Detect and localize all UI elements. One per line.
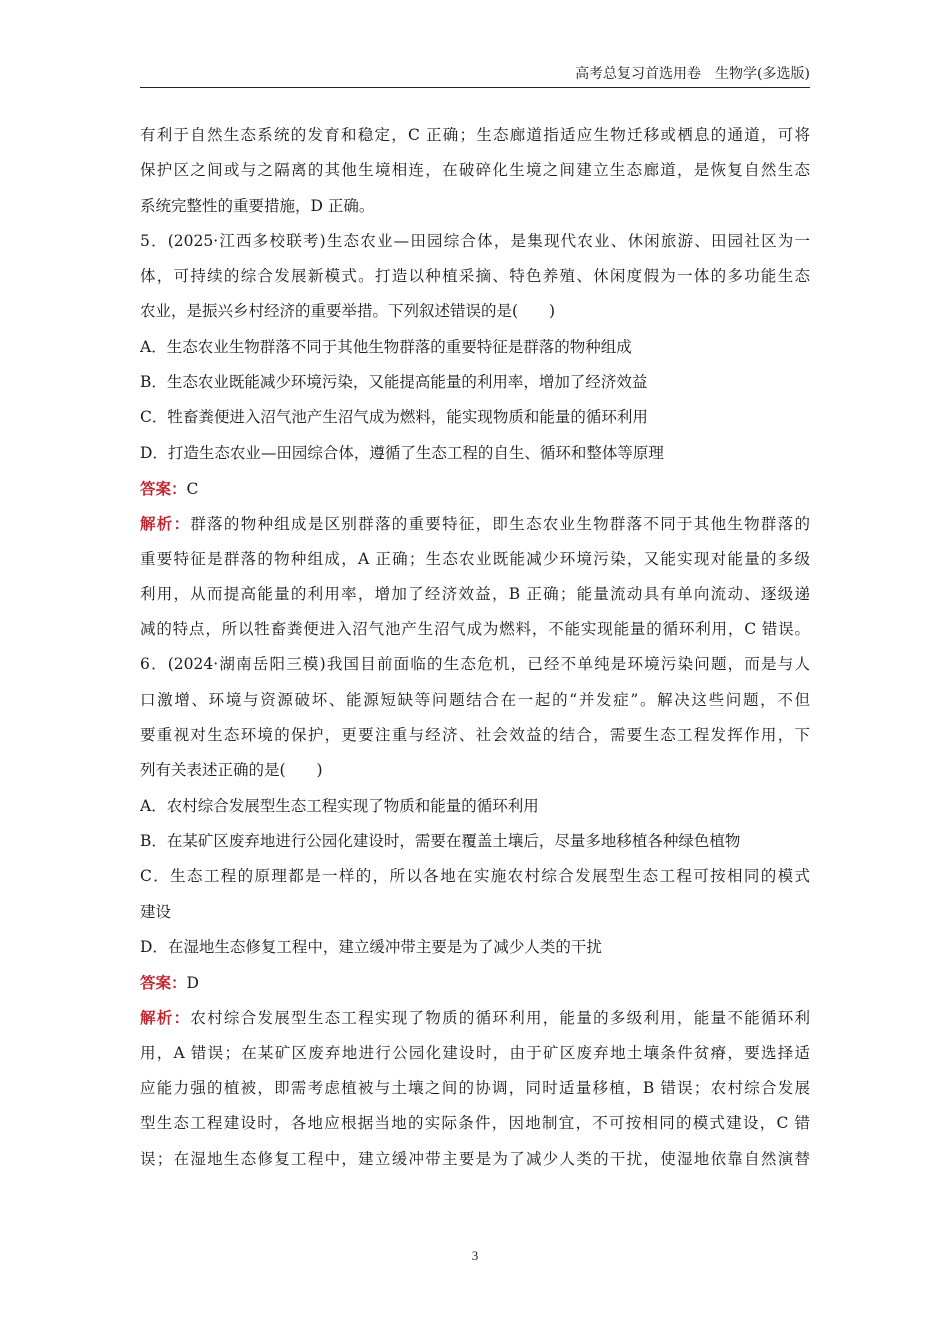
text-line (140, 859, 810, 894)
line-text: 列有关表述正确的是( ) (140, 761, 323, 780)
line-text: 误；在湿地生态修复工程中，建立缓冲带主要是为了减少人类的干扰，使湿地依靠自然演替 (140, 1149, 810, 1168)
text-line (140, 577, 810, 612)
text-line (140, 1000, 810, 1035)
line-text: 建设 (140, 902, 172, 921)
page-body (140, 118, 810, 1177)
text-line (140, 365, 810, 400)
line-text: 农业，是振兴乡村经济的重要举措。下列叙述错误的是( ) (140, 302, 556, 321)
line-text: 重要特征是群落的物种组成，A 正确；生态农业既能减少环境污染，又能实现对能量的多级 (140, 549, 810, 568)
text-line (140, 189, 810, 224)
line-text: 口激增、环境与资源破坏、能源短缺等问题结合在一起的“并发症”。解决这些问题，不但 (140, 690, 810, 709)
text-line (140, 153, 810, 188)
line-text: A．生态农业生物群落不同于其他生物群落的重要特征是群落的物种组成 (140, 337, 632, 356)
line-text: 保护区之间或与之隔离的其他生境相连，在破碎化生境之间建立生态廊道，是恢复自然生态 (140, 161, 810, 180)
text-line (140, 506, 810, 541)
text-line (140, 930, 810, 965)
line-text: 系统完整性的重要措施，D 正确。 (140, 196, 375, 215)
text-line (140, 965, 810, 1000)
text-line (140, 1036, 810, 1071)
text-line (140, 118, 810, 153)
text-line (140, 224, 810, 259)
line-text: C (186, 479, 199, 498)
line-text: 体，可持续的综合发展新模式。打造以种植采摘、特色养殖、休闲度假为一体的多功能生态 (140, 267, 810, 286)
answer-label: 答案： (140, 478, 187, 498)
header-rule (140, 87, 810, 88)
text-line (140, 330, 810, 365)
line-text: 减的特点，所以牲畜粪便进入沼气池产生沼气成为燃料，不能实现能量的循环利用，C 错误。 (140, 620, 810, 639)
line-text: C．生态工程的原理都是一样的，所以各地在实施农村综合发展型生态工程可按相同的模式 (140, 867, 810, 886)
text-line (140, 789, 810, 824)
text-line (140, 542, 810, 577)
text-line (140, 718, 810, 753)
text-line (140, 1106, 810, 1141)
line-text: B．在某矿区废弃地进行公园化建设时，需要在覆盖土壤后，尽量多地移植各种绿色植物 (140, 831, 741, 850)
text-line (140, 683, 810, 718)
line-text: 应能力强的植被，即需考虑植被与土壤之间的协调，同时适量移植，B 错误；农村综合发展 (140, 1079, 810, 1098)
text-line (140, 1071, 810, 1106)
line-text: 农村综合发展型生态工程实现了物质的循环利用，能量的多级利用，能量不能循环利 (190, 1009, 810, 1028)
line-text: D．在湿地生态修复工程中，建立缓冲带主要是为了减少人类的干扰 (140, 937, 602, 956)
text-line (140, 294, 810, 329)
text-line (140, 436, 810, 471)
text-line (140, 753, 810, 788)
line-text: A．农村综合发展型生态工程实现了物质和能量的循环利用 (140, 796, 539, 815)
text-line (140, 612, 810, 647)
text-line (140, 471, 810, 506)
text-line (140, 647, 810, 682)
line-text: 有利于自然生态系统的发育和稳定，C 正确；生态廊道指适应生物迁移或栖息的通道，可将 (140, 126, 810, 144)
text-line (140, 259, 810, 294)
answer-label: 解析： (140, 514, 191, 534)
line-text: 5．(2025·江西多校联考)生态农业—田园综合体，是集现代农业、休闲旅游、田园社区为一 (140, 231, 810, 250)
line-text: D．打造生态农业—田园综合体，遵循了生态工程的自生、循环和整体等原理 (140, 443, 664, 462)
page-number: 3 (471, 1248, 479, 1263)
answer-label: 解析： (140, 1008, 191, 1028)
line-text: 群落的物种组成是区别群落的重要特征，即生态农业生物群落不同于其他生物群落的 (190, 515, 810, 534)
line-text: 要重视对生态环境的保护，更要注重与经济、社会效益的结合，需要生态工程发挥作用，下 (140, 726, 810, 745)
line-text: D (186, 974, 199, 993)
line-text: 型生态工程建设时，各地应根据当地的实际条件，因地制宜，不可按相同的模式建设，C 错 (140, 1114, 810, 1133)
running-header: 高考总复习首选用卷 生物学(多选版) (575, 66, 810, 82)
line-text: 6．(2024·湖南岳阳三模)我国目前面临的生态危机，已经不单纯是环境污染问题，而是与人 (140, 655, 810, 674)
text-line (140, 1142, 810, 1177)
text-line (140, 400, 810, 435)
line-text: 用，A 错误；在某矿区废弃地进行公园化建设时，由于矿区废弃地土壤条件贫瘠，要选择适 (140, 1043, 810, 1062)
line-text: B．生态农业既能减少环境污染，又能提高能量的利用率，增加了经济效益 (140, 373, 648, 392)
text-line (140, 895, 810, 930)
line-text: C．牲畜粪便进入沼气池产生沼气成为燃料，能实现物质和能量的循环利用 (140, 408, 648, 427)
text-line (140, 824, 810, 859)
answer-label: 答案： (140, 973, 187, 993)
line-text: 利用，从而提高能量的利用率，增加了经济效益，B 正确；能量流动具有单向流动、逐级递 (140, 584, 810, 603)
